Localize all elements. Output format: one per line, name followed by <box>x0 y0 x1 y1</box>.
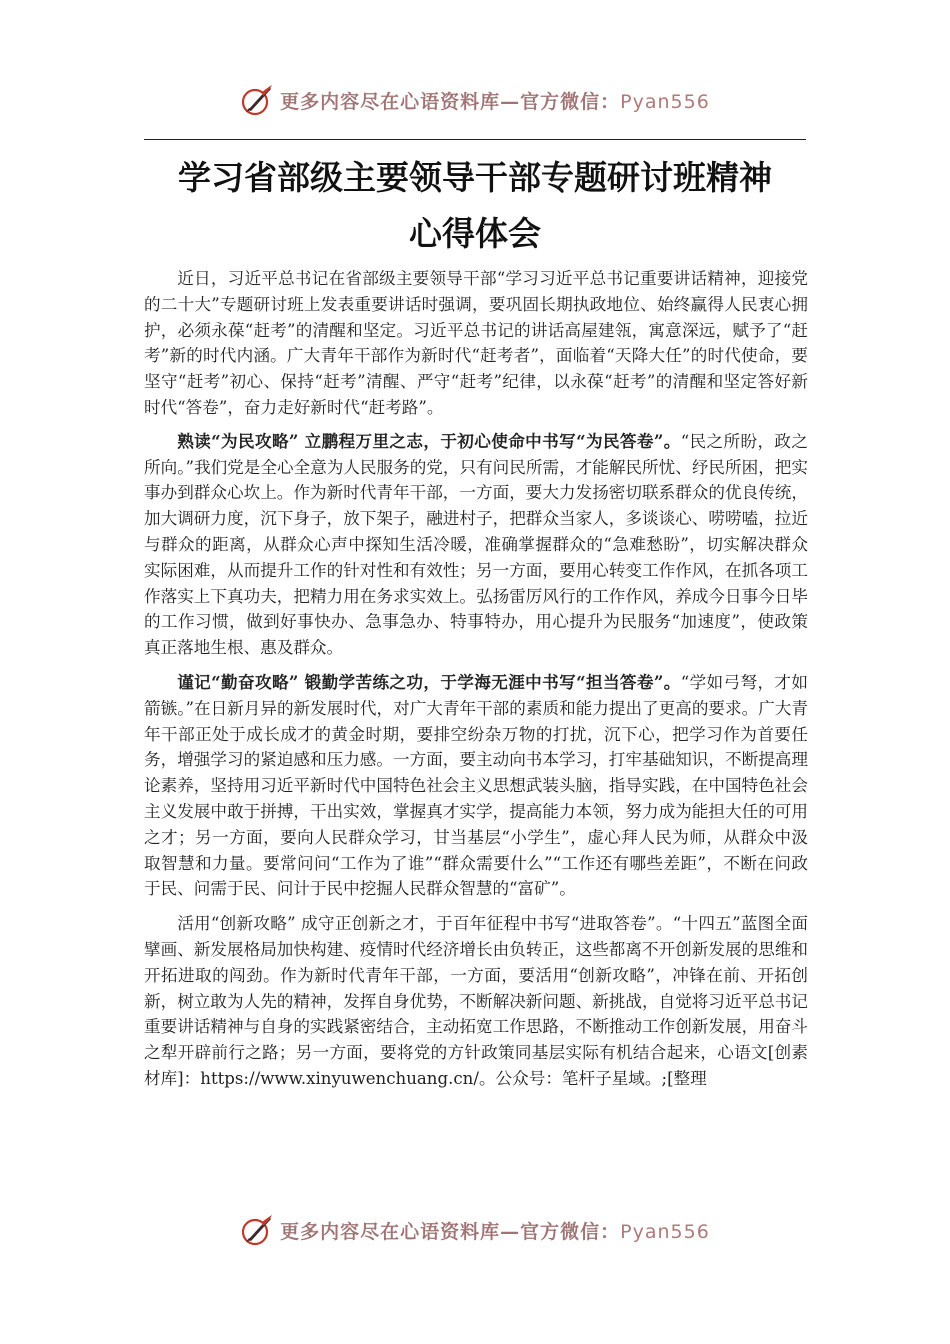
quill-pen-logo-icon <box>240 1213 274 1247</box>
title-line-2: 心得体会 <box>409 214 541 253</box>
section-paragraph <box>144 429 808 661</box>
title-line-1: 学习省部级主要领导干部专题研讨班精神 <box>178 158 772 197</box>
banner-slogan: 更多内容尽在心语资料库—官方微信： <box>280 90 621 113</box>
banner-text <box>280 1217 710 1244</box>
section-body: “民之所盼，政之所向。”我们党是全心全意为人民服务的党，只有问民所需，才能解民所忧、纾民所困，把实事办到群众心坎上。作为新时代青年干部，一方面，要大力发扬密切联系群众的优良传统，加大调研力度，沉下身子，放下架子，融进村子，把群众当家人，多谈谈心、唠唠嗑，拉近与群众的距离，从群众心声中探知生活冷暖，准确掌握群众的“急难愁盼”，切实解决群众实际困难，从而提升工作的针对性和有效性；另一方面，要用心转变工作作风，在抓各项工作落实上下真功夫，把精力用在务求实效上。弘扬雷厉风行的工作作风，养成今日事今日毕的工作习惯，做到好事快办、急事急办、特事特办，用心提升为民服务“加速度”，使政策真正落地生根、惠及群众。 <box>144 431 808 658</box>
title-divider <box>144 139 806 140</box>
banner-slogan: 更多内容尽在心语资料库—官方微信： <box>280 1220 621 1243</box>
banner-text <box>280 87 710 114</box>
section-heading: 谨记“勤奋攻略” 锻勤学苦练之功，于学海无涯中书写“担当答卷”。 <box>177 671 681 692</box>
document-body <box>144 266 808 1101</box>
section-body: “十四五”蓝图全面擘画、新发展格局加快构建、疫情时代经济增长由负转正，这些都离不开创新发展的思维和开拓进取的闯劲。作为新时代青年干部，一方面，要活用“创新攻略”，冲锋在前、开拓创新，树立敢为人先的精神，发挥自身优势，不断解决新问题、新挑战，自觉将习近平总书记重要讲话精神与自身的实践紧密结合，主动拓宽工作思路，不断推动工作创新发展，用奋斗之犁开辟前行之路；另一方面，要将党的方针政策同基层实际有机结合起来，心语文[创素材库]：https://www.xinyuwenchuang.cn/。公众号：笔杆子星域。;[整理 <box>144 914 808 1088</box>
section-paragraph <box>144 911 808 1092</box>
section-paragraph <box>144 670 808 902</box>
header-banner <box>0 80 950 120</box>
quill-pen-logo-icon <box>240 83 274 117</box>
section-heading: 熟读“为民攻略” 立鹏程万里之志，于初心使命中书写“为民答卷”。 <box>177 430 681 451</box>
document-title <box>144 150 806 262</box>
intro-paragraph: 近日，习近平总书记在省部级主要领导干部“学习习近平总书记重要讲话精神，迎接党的二十大”专题研讨班上发表重要讲话时强调，要巩固长期执政地位、始终赢得人民衷心拥护，必须永葆“赶考”的清醒和坚定。习近平总书记的讲话高屋建瓴，寓意深远，赋予了“赶考”新的时代内涵。广大青年干部作为新时代“赶考者”，面临着“天降大任”的时代使命，要坚守“赶考”初心、保持“赶考”清醒、严守“赶考”纪律，以永葆“赶考”的清醒和坚定答好新时代“答卷”，奋力走好新时代“赶考路”。 <box>144 269 808 417</box>
wechat-id: Pyan556 <box>620 1220 710 1243</box>
wechat-id: Pyan556 <box>620 90 710 113</box>
section-body: “学如弓弩，才如箭镞。”在日新月异的新发展时代，对广大青年干部的素质和能力提出了更高的要求。广大青年干部正处于成长成才的黄金时期，要排空纷杂万物的打扰，沉下心，把学习作为首要任务，增强学习的紧迫感和压力感。一方面，要主动向书本学习，打牢基础知识，不断提高理论素养，坚持用习近平新时代中国特色社会主义思想武装头脑，指导实践，在中国特色社会主义发展中敢于拼搏，干出实效，掌握真才实学，提高能力本领，努力成为能担大任的可用之才；另一方面，要向人民群众学习，甘当基层“小学生”，虚心拜人民为师，从群众中汲取智慧和力量。要常问问“工作为了谁”“群众需要什么”“工作还有哪些差距”，不断在问政于民、问需于民、问计于民中挖掘人民群众智慧的“富矿”。 <box>144 672 808 899</box>
section-heading: 活用“创新攻略” 成守正创新之才，于百年征程中书写“进取答卷”。 <box>177 914 673 934</box>
footer-banner <box>0 1210 950 1250</box>
